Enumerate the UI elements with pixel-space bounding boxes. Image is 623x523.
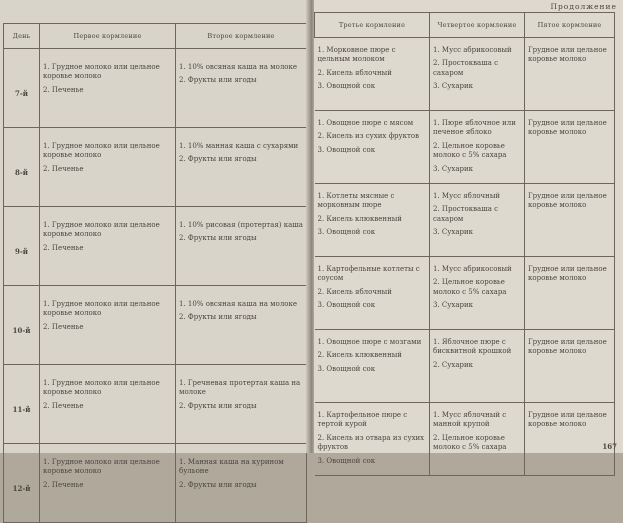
menu-item: 2. Кисель из отвара из сухих фруктов [317,433,425,452]
cell-feed3 [315,111,430,184]
cell-feed4 [430,403,525,476]
cell-feed1 [40,207,176,286]
menu-item: 3. Сухарик [433,164,474,173]
menu-item: 2. Кисель клюквенный [317,214,402,223]
cell-feed2 [176,207,307,286]
table-row [315,403,615,476]
menu-item: 1. Манная каша на курином бульоне [179,458,284,476]
cell-feed4 [430,38,525,111]
table-row [315,257,615,330]
table-row [4,444,307,523]
menu-item: 3. Овощной сок [317,145,376,154]
menu-item: 2. Печенье [43,164,84,173]
cell-feed2 [176,365,307,444]
cell-feed5 [525,184,615,257]
table-row [315,330,615,403]
menu-item: 2. Кисель из сухих фруктов [317,132,420,141]
menu-item: 2. Фрукты или ягоды [179,76,257,85]
menu-item: Грудное или цельное коровье молоко [528,192,607,210]
table-row [4,49,307,128]
cell-feed3 [315,257,430,330]
menu-item: 1. 10% рисовая (протертая) каша [179,221,303,229]
menu-item: 1. Мусс абрикосовый [433,265,512,273]
header-feed1: Первое кормление [40,24,176,49]
menu-item: 2. Фрукты или ягоды [179,480,257,489]
menu-item: 2. Печенье [43,480,84,489]
menu-item: 2. Цельное коровье молоко с 5% сахара [433,278,507,296]
cell-day: 8-й [4,128,40,207]
right-page [314,0,623,465]
menu-item: 3. Овощной сок [317,228,376,237]
cell-feed5 [525,330,615,403]
table-row [4,286,307,365]
cell-feed1 [40,444,176,523]
left-page [0,0,309,494]
table-row [315,111,615,184]
menu-item: 3. Сухарик [433,228,474,237]
menu-item: 1. Морковное пюре с цельным молоком [317,46,396,64]
header-feed2: Второе кормление [176,24,307,49]
cell-feed2 [176,49,307,128]
menu-item: 1. Грудное молоко или цельное коровье молоко [43,300,160,318]
cell-day: 12-й [4,444,40,523]
menu-item: 3. Овощной сок [317,82,376,91]
menu-item: 1. Картофельное пюре с тертой курой [317,411,408,429]
menu-item: 2. Простокваша с сахаром [433,205,499,223]
menu-item: Грудное или цельное коровье молоко [528,265,607,283]
menu-item: 3. Овощной сок [317,456,376,465]
cell-feed5 [525,257,615,330]
menu-item: 2. Цельное коровье молоко с 5% сахара [433,433,507,452]
continuation-label: Продолжение [550,2,617,11]
menu-item: 2. Фрукты или ягоды [179,234,257,243]
header-day: День [4,24,40,49]
menu-item: 1. Мусс яблочный с манной крупой [433,411,507,429]
cell-feed3 [315,330,430,403]
cell-feed4 [430,111,525,184]
menu-item: 1. Овощное пюре с мясом [317,119,414,127]
cell-feed5 [525,403,615,476]
menu-item: 2. Кисель яблочный [317,68,392,77]
cell-feed4 [430,257,525,330]
cell-day: 11-й [4,365,40,444]
cell-feed5 [525,38,615,111]
cell-day: 10-й [4,286,40,365]
menu-item: Грудное или цельное коровье молоко [528,46,607,64]
cell-feed1 [40,49,176,128]
menu-item: 1. Котлеты мясные с морковным пюре [317,192,395,210]
left-feeding-table [3,23,307,523]
menu-item: 2. Фрукты или ягоды [179,313,257,322]
cell-feed1 [40,286,176,365]
header-feed4: Четвертое кормление [430,13,525,38]
menu-item: 2. Печенье [43,322,84,331]
menu-item: Грудное или цельное коровье молоко [528,411,607,429]
table-row [315,184,615,257]
menu-item: 1. Грудное молоко или цельное коровье молоко [43,63,160,81]
menu-item: 1. Грудное молоко или цельное коровье молоко [43,142,160,160]
cell-day: 7-й [4,49,40,128]
cell-feed1 [40,128,176,207]
cell-feed3 [315,184,430,257]
cell-feed3 [315,403,430,476]
menu-item: 1. 10% овсяная каша на молоке [179,63,298,71]
menu-item: 1. Яблочное пюре с бисквитной крошкой [433,338,512,356]
menu-item: 1. Гречневая протертая каша на молоке [179,379,301,397]
page-number: 167 [602,442,617,451]
menu-item: 1. Грудное молоко или цельное коровье молоко [43,221,160,239]
cell-day: 9-й [4,207,40,286]
menu-item: 1. Пюре яблочное или печеное яблоко [433,119,516,137]
cell-feed4 [430,330,525,403]
menu-item: 1. Мусс яблочный [433,192,501,200]
table-row [315,38,615,111]
menu-item: 1. Овощное пюре с мозгами [317,338,422,346]
menu-item: 1. Картофельные котлеты с соусом [317,265,420,283]
menu-item: 3. Овощной сок [317,364,376,373]
menu-item: 2. Простокваша с сахаром [433,59,499,77]
menu-item: 2. Печенье [43,85,84,94]
table-row [4,128,307,207]
header-feed3: Третье кормление [315,13,430,38]
menu-item: 1. 10% манная каша с сухарями [179,142,299,150]
menu-item: 1. 10% овсяная каша на молоке [179,300,298,308]
header-feed5: Пятое кормление [525,13,615,38]
menu-item: 2. Кисель клюквенный [317,351,402,360]
menu-item: 3. Овощной сок [317,301,376,310]
menu-item: 1. Грудное молоко или цельное коровье молоко [43,379,160,397]
cell-feed2 [176,286,307,365]
cell-feed5 [525,111,615,184]
menu-item: 2. Сухарик [433,360,474,369]
cell-feed4 [430,184,525,257]
menu-item: 2. Печенье [43,243,84,252]
table-row [4,365,307,444]
menu-item: Грудное или цельное коровье молоко [528,338,607,356]
menu-item: 2. Кисель яблочный [317,287,392,296]
left-header-row [4,24,307,49]
menu-item: 2. Печенье [43,401,84,410]
menu-item: 1. Грудное молоко или цельное коровье молоко [43,458,160,476]
menu-item: 2. Фрукты или ягоды [179,401,257,410]
menu-item: 3. Сухарик [433,301,474,310]
right-feeding-table [314,12,615,476]
menu-item: 1. Мусс абрикосовый [433,46,512,54]
cell-feed3 [315,38,430,111]
right-header-row [315,13,615,38]
cell-feed2 [176,444,307,523]
table-row [4,207,307,286]
cell-feed2 [176,128,307,207]
cell-feed1 [40,365,176,444]
menu-item: 2. Фрукты или ягоды [179,155,257,164]
menu-item: Грудное или цельное коровье молоко [528,119,607,137]
menu-item: 3. Сухарик [433,82,474,91]
menu-item: 2. Цельное коровье молоко с 5% сахара [433,141,507,160]
